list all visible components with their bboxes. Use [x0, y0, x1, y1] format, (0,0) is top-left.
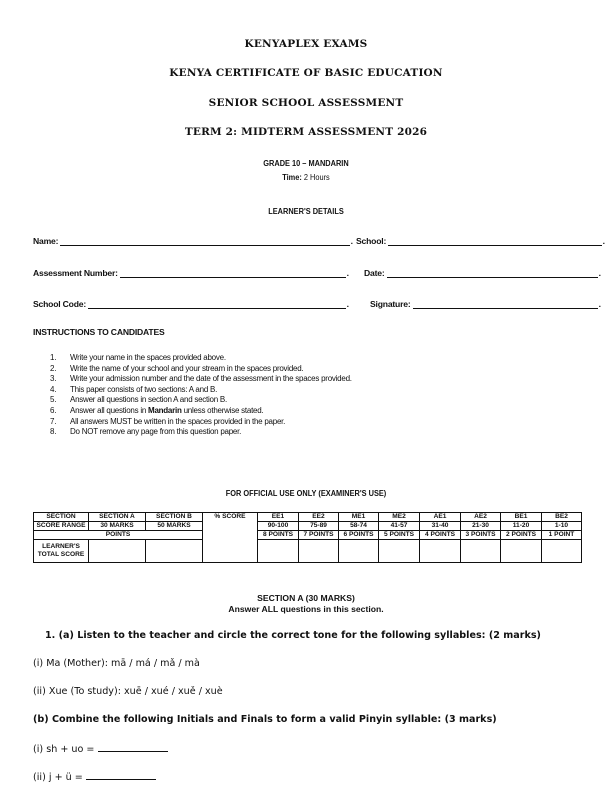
learner-details-heading: LEARNER'S DETAILS — [268, 206, 344, 216]
school-label: School: — [356, 236, 387, 246]
school-code-field[interactable]: School Code: . — [33, 299, 349, 309]
assessment-number-label: Assessment Number: — [33, 268, 118, 278]
name-field[interactable]: Name: . — [33, 236, 353, 246]
question-1a: 1. (a) Listen to the teacher and circle the correct tone for the following syllables: (2 marks) — [45, 630, 541, 641]
date-field[interactable]: Date: . — [364, 268, 601, 278]
term-title: TERM 2: MIDTERM ASSESSMENT 2026 — [184, 126, 428, 138]
instruction-item: 5. Answer all questions in section A and section B. — [50, 395, 227, 405]
instruction-item: 2. Write the name of your school and your stream in the spaces provided. — [50, 363, 304, 373]
instruction-item: 1. Write your name in the spaces provided above. — [50, 353, 226, 362]
answer-blank[interactable] — [86, 771, 156, 780]
table-row: SECTION SECTION A SECTION B % SCORE EE1 EE2 ME1 ME2 AE1 AE2 BE1 BE2 — [34, 513, 582, 522]
section-a-subtitle: Answer ALL questions in this section. — [228, 604, 384, 614]
certificate-title: KENYA CERTIFICATE OF BASIC EDUCATION — [169, 67, 443, 79]
total-score-label: LEARNER'S TOTAL SCORE — [34, 540, 89, 563]
instruction-item: 6. Answer all questions in Mandarin unless otherwise stated. — [50, 405, 264, 415]
question-1a-i: (i) Ma (Mother): mā / má / mǎ / mà — [33, 658, 200, 669]
signature-line[interactable] — [413, 299, 598, 309]
school-code-line[interactable] — [88, 299, 346, 309]
instruction-item: 8. Do NOT remove any page from this question paper. — [50, 427, 242, 437]
answer-blank[interactable] — [98, 743, 168, 752]
signature-field[interactable]: Signature: . — [370, 299, 601, 309]
instructions-title: INSTRUCTIONS TO CANDIDATES — [33, 327, 165, 337]
score-table — [33, 512, 582, 563]
time-line — [43, 172, 569, 182]
school-code-label: School Code: — [33, 299, 86, 309]
field-row-2 — [33, 265, 605, 279]
section-a-title: SECTION A (30 MARKS) — [257, 593, 355, 603]
assessment-number-line[interactable] — [120, 268, 346, 278]
instructions-list — [50, 353, 352, 438]
table-row: SCORE RANGE 30 MARKS 50 MARKS 90-100 75-89 58-74 41-57 31-40 21-30 11-20 1-10 — [34, 522, 582, 531]
signature-label: Signature: — [370, 299, 411, 309]
question-1a-ii: (ii) Xue (To study): xuē / xué / xuě / xuè — [33, 686, 223, 697]
section-a-score-cell[interactable] — [89, 540, 146, 563]
field-row-3 — [33, 296, 605, 310]
instruction-item: 4. This paper consists of two sections: A and B. — [50, 384, 218, 394]
field-row-1 — [33, 233, 605, 247]
question-1b-ii: (ii) j + ü = — [33, 771, 156, 783]
instruction-item: 3. Write your admission number and the date of the assessment in the spaces provided. — [50, 374, 352, 384]
time-label: Time: — [282, 172, 302, 182]
grade-subject: GRADE 10 – MANDARIN — [263, 158, 349, 168]
table-row — [34, 540, 582, 563]
school-line[interactable] — [388, 236, 602, 246]
question-1b-i: (i) sh + uo = — [33, 743, 168, 755]
assessment-title: SENIOR SCHOOL ASSESSMENT — [208, 97, 404, 109]
instruction-item: 7. All answers MUST be written in the spaces provided in the paper. — [50, 416, 286, 426]
time-value: 2 Hours — [303, 172, 330, 182]
school-field[interactable]: School: . — [356, 236, 605, 246]
date-line[interactable] — [387, 268, 598, 278]
section-b-score-cell[interactable] — [146, 540, 203, 563]
official-use-heading: FOR OFFICIAL USE ONLY (EXAMINER'S USE) — [225, 488, 387, 498]
assessment-number-field[interactable]: Assessment Number: . — [33, 268, 349, 278]
date-label: Date: — [364, 268, 385, 278]
table-row: POINTS 8 POINTS 7 POINTS 6 POINTS 5 POINTS 4 POINTS 3 POINTS 2 POINTS 1 POINT — [34, 531, 582, 540]
name-label: Name: — [33, 236, 59, 246]
question-1b: (b) Combine the following Initials and Finals to form a valid Pinyin syllable: (3 marks) — [33, 714, 497, 725]
org-title: KENYAPLEX EXAMS — [244, 38, 368, 50]
name-line[interactable] — [60, 236, 349, 246]
